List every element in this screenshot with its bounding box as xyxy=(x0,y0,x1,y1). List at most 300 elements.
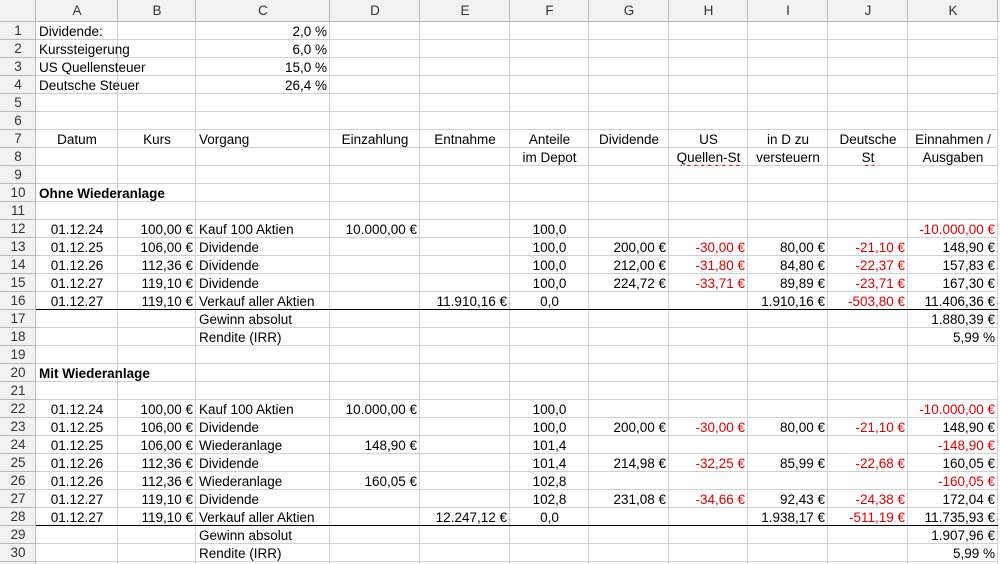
row-header-28[interactable]: 28 xyxy=(10,509,26,524)
cell-text: 12.247,12 € xyxy=(435,510,507,525)
row-header-17[interactable]: 17 xyxy=(10,311,26,326)
cell-k27[interactable] xyxy=(908,491,998,508)
cell-text: Datum xyxy=(57,132,97,147)
column-header-j[interactable]: J xyxy=(864,3,872,18)
cell-a20[interactable] xyxy=(36,365,998,382)
row-header-11[interactable]: 11 xyxy=(10,203,25,218)
row-header-29[interactable]: 29 xyxy=(10,527,26,542)
cell-b25[interactable] xyxy=(118,455,196,472)
column-header-g[interactable]: G xyxy=(623,3,635,18)
row-header-8[interactable]: 8 xyxy=(14,149,22,164)
cell-text: Anteile xyxy=(528,132,571,147)
cell-text: 148,90 € xyxy=(942,240,995,255)
cell-f13[interactable] xyxy=(510,239,589,256)
cell-k17[interactable] xyxy=(908,311,998,328)
cell-text: Kurssteigerung xyxy=(39,42,130,57)
cell-h14[interactable] xyxy=(669,257,748,274)
cell-f25[interactable] xyxy=(510,455,589,472)
cell-k22[interactable] xyxy=(908,401,998,418)
row-header-4[interactable]: 4 xyxy=(14,77,22,92)
cell-text: 85,99 € xyxy=(779,456,825,471)
cell-text: 172,04 € xyxy=(942,492,995,507)
cell-text: 01.12.25 xyxy=(50,438,104,453)
cell-a10[interactable] xyxy=(36,185,998,202)
cell-text: 1.910,16 € xyxy=(761,294,825,309)
cell-text: 92,43 € xyxy=(779,492,825,507)
cell-a7[interactable] xyxy=(36,131,118,148)
cell-j14[interactable] xyxy=(828,257,908,274)
cell-text: 100,00 € xyxy=(140,222,193,237)
cell-c4[interactable] xyxy=(196,77,330,94)
cell-g25[interactable] xyxy=(589,455,669,472)
cell-b26[interactable] xyxy=(118,473,196,490)
cell-text: 01.12.24 xyxy=(50,222,104,237)
cell-text: 112,36 € xyxy=(141,456,193,471)
cell-text: Ohne Wiederanlage xyxy=(39,186,165,201)
cell-text: 200,00 € xyxy=(613,240,666,255)
row-header-13[interactable]: 13 xyxy=(10,239,26,254)
cell-a16[interactable] xyxy=(36,293,118,310)
cell-f26[interactable] xyxy=(510,473,589,490)
row-header-24[interactable]: 24 xyxy=(10,437,26,452)
cell-text: 5,99 % xyxy=(952,330,995,345)
cell-k28[interactable] xyxy=(908,509,998,526)
cell-text: 100,0 xyxy=(532,276,567,291)
cell-e16[interactable] xyxy=(420,293,510,310)
cell-text: 112,36 € xyxy=(141,258,193,273)
cell-c26[interactable] xyxy=(196,473,330,490)
row-header-26[interactable]: 26 xyxy=(10,473,26,488)
cell-text: -21,10 € xyxy=(855,420,905,435)
cell-f12[interactable] xyxy=(510,221,589,238)
cell-a27[interactable] xyxy=(36,491,118,508)
row-gridline xyxy=(36,399,998,400)
cell-i13[interactable] xyxy=(748,239,828,256)
cell-text: 100,0 xyxy=(532,258,567,273)
cell-c18[interactable] xyxy=(196,329,908,346)
cell-text: -22,37 € xyxy=(855,258,905,273)
cell-text: versteuern xyxy=(756,150,820,165)
cell-d24[interactable] xyxy=(330,437,420,454)
row-header-9[interactable]: 9 xyxy=(14,167,22,182)
cell-i16[interactable] xyxy=(748,293,828,310)
row-header-20[interactable]: 20 xyxy=(10,365,26,380)
cell-text: in D zu xyxy=(766,132,810,147)
row-header-2[interactable]: 2 xyxy=(14,41,22,56)
cell-text: 2,0 % xyxy=(292,24,327,39)
cell-text: 01.12.26 xyxy=(50,474,104,489)
cell-text: 26,4 % xyxy=(284,78,327,93)
cell-e28[interactable] xyxy=(420,509,510,526)
cell-e7[interactable] xyxy=(420,131,510,148)
cell-text: US xyxy=(699,132,718,147)
cell-j7[interactable] xyxy=(828,131,908,148)
column-header-b[interactable]: B xyxy=(152,3,162,18)
cell-a1[interactable] xyxy=(36,23,196,40)
cell-a23[interactable] xyxy=(36,419,118,436)
cell-c30[interactable] xyxy=(196,545,908,562)
cell-text: 148,90 € xyxy=(942,420,995,435)
cell-text: 100,0 xyxy=(532,420,567,435)
cell-text: Kurs xyxy=(143,132,171,147)
row-header-7[interactable]: 7 xyxy=(14,131,22,146)
cell-b14[interactable] xyxy=(118,257,196,274)
cell-c27[interactable] xyxy=(196,491,510,508)
row-header-30[interactable]: 30 xyxy=(10,545,26,560)
cell-text: 106,00 € xyxy=(140,240,193,255)
cell-b27[interactable] xyxy=(118,491,196,508)
cell-f16[interactable] xyxy=(510,293,589,310)
row-header-22[interactable]: 22 xyxy=(10,401,26,416)
row-header-1[interactable]: 1 xyxy=(14,23,22,38)
cell-text: 01.12.25 xyxy=(50,240,104,255)
cell-text: Deutsche xyxy=(839,132,897,147)
cell-text: Dividende xyxy=(199,240,260,255)
cell-g14[interactable] xyxy=(589,257,669,274)
cell-text: Dividende xyxy=(199,456,260,471)
cell-k24[interactable] xyxy=(908,437,998,454)
cell-h27[interactable] xyxy=(669,491,748,508)
cell-text: 212,00 € xyxy=(613,258,666,273)
cell-text: -30,00 € xyxy=(695,240,745,255)
cell-b16[interactable] xyxy=(118,293,196,310)
cell-text: 11.406,36 € xyxy=(924,294,995,309)
column-header-c[interactable]: C xyxy=(258,3,268,18)
cell-text: Gewinn absolut xyxy=(199,312,293,327)
cell-c29[interactable] xyxy=(196,527,908,544)
cell-text: 106,00 € xyxy=(140,420,193,435)
column-header-k[interactable]: K xyxy=(948,3,958,18)
row-gridline xyxy=(36,129,998,130)
cell-text: -10.000,00 € xyxy=(919,402,995,417)
cell-text: 119,10 € xyxy=(141,276,193,291)
cell-h13[interactable] xyxy=(669,239,748,256)
cell-g23[interactable] xyxy=(589,419,669,436)
cell-k14[interactable] xyxy=(908,257,998,274)
cell-text: 01.12.25 xyxy=(50,420,104,435)
cell-k13[interactable] xyxy=(908,239,998,256)
cell-c7[interactable] xyxy=(196,131,330,148)
cell-b7[interactable] xyxy=(118,131,196,148)
cell-j16[interactable] xyxy=(828,293,908,310)
cell-text: 10.000,00 € xyxy=(345,222,417,237)
cell-a28[interactable] xyxy=(36,509,118,526)
cell-j15[interactable] xyxy=(828,275,908,292)
cell-text: Dividende xyxy=(199,258,260,273)
cell-text: 119,10 € xyxy=(141,294,193,309)
cell-text: -22,68 € xyxy=(855,456,905,471)
row-header-16[interactable]: 16 xyxy=(10,293,26,308)
cell-text: 80,00 € xyxy=(779,240,825,255)
cell-text: 01.12.26 xyxy=(50,258,104,273)
cell-f27[interactable] xyxy=(510,491,589,508)
cell-a24[interactable] xyxy=(36,437,118,454)
row-header-15[interactable]: 15 xyxy=(10,275,26,290)
cell-k25[interactable] xyxy=(908,455,998,472)
cell-c28[interactable] xyxy=(196,509,420,526)
cell-k16[interactable] xyxy=(908,293,998,310)
cell-text: 119,10 € xyxy=(141,492,193,507)
column-gridline xyxy=(668,22,669,564)
cell-i25[interactable] xyxy=(748,455,828,472)
row-header-3[interactable]: 3 xyxy=(14,59,22,74)
cell-text: St xyxy=(861,150,875,165)
cell-text: 89,89 € xyxy=(779,276,825,291)
cell-text: 101,4 xyxy=(532,456,567,471)
cell-text: Gewinn absolut xyxy=(199,528,293,543)
cell-text: Dividende: xyxy=(39,24,103,39)
cell-text: 101,4 xyxy=(532,438,567,453)
cell-k29[interactable] xyxy=(908,527,998,544)
cell-i28[interactable] xyxy=(748,509,828,526)
row-gridline xyxy=(36,111,998,112)
cell-text: 6,0 % xyxy=(292,42,327,57)
column-header-e[interactable]: E xyxy=(460,3,470,18)
cell-g13[interactable] xyxy=(589,239,669,256)
cell-a13[interactable] xyxy=(36,239,118,256)
cell-j28[interactable] xyxy=(828,509,908,526)
cell-text: 11.910,16 € xyxy=(436,294,507,309)
cell-text: 01.12.27 xyxy=(50,276,104,291)
cell-text: Wiederanlage xyxy=(199,438,283,453)
cell-i14[interactable] xyxy=(748,257,828,274)
cell-text: im Depot xyxy=(522,150,577,165)
cell-text: Kauf 100 Aktien xyxy=(199,222,294,237)
cell-text: 102,8 xyxy=(532,474,567,489)
cell-c25[interactable] xyxy=(196,455,510,472)
cell-a15[interactable] xyxy=(36,275,118,292)
row-header-27[interactable]: 27 xyxy=(10,491,26,506)
cell-text: 200,00 € xyxy=(613,420,666,435)
cell-text: -21,10 € xyxy=(855,240,905,255)
cell-a3[interactable] xyxy=(36,59,196,76)
cell-k8[interactable] xyxy=(908,149,998,166)
cell-text: 100,0 xyxy=(532,402,567,417)
cell-d12[interactable] xyxy=(330,221,420,238)
cell-f24[interactable] xyxy=(510,437,589,454)
cell-g7[interactable] xyxy=(589,131,669,148)
cell-text: Deutsche Steuer xyxy=(39,78,140,93)
row-header-6[interactable]: 6 xyxy=(14,113,22,128)
cell-text: 80,00 € xyxy=(779,420,825,435)
cell-d22[interactable] xyxy=(330,401,420,418)
cell-text: -30,00 € xyxy=(695,420,745,435)
cell-i27[interactable] xyxy=(748,491,828,508)
cell-text: 0,0 xyxy=(540,510,559,525)
column-header-f[interactable]: F xyxy=(545,3,554,18)
column-header-i[interactable]: I xyxy=(786,3,790,18)
cell-i8[interactable] xyxy=(748,149,828,166)
cell-k12[interactable] xyxy=(908,221,998,238)
row-header-14[interactable]: 14 xyxy=(10,257,26,272)
cell-text: 01.12.27 xyxy=(50,510,104,525)
column-header-d[interactable]: D xyxy=(370,3,380,18)
cell-k23[interactable] xyxy=(908,419,998,436)
cell-i15[interactable] xyxy=(748,275,828,292)
cell-text: 148,90 € xyxy=(364,438,417,453)
cell-text: -160,05 € xyxy=(937,474,995,489)
cell-g15[interactable] xyxy=(589,275,669,292)
cell-c24[interactable] xyxy=(196,437,330,454)
cell-text: Verkauf aller Aktien xyxy=(199,294,315,309)
cell-b24[interactable] xyxy=(118,437,196,454)
cell-text: 160,05 € xyxy=(364,474,417,489)
cell-i23[interactable] xyxy=(748,419,828,436)
row-header-23[interactable]: 23 xyxy=(10,419,26,434)
cell-h7[interactable] xyxy=(669,131,748,148)
cell-text: 84,80 € xyxy=(779,258,825,273)
cell-h25[interactable] xyxy=(669,455,748,472)
cell-text: -31,80 € xyxy=(695,258,745,273)
cell-text: -511,19 € xyxy=(848,510,905,525)
cell-a26[interactable] xyxy=(36,473,118,490)
cell-c2[interactable] xyxy=(196,41,330,58)
cell-text: 1.907,96 € xyxy=(931,528,995,543)
cell-c23[interactable] xyxy=(196,419,510,436)
cell-b15[interactable] xyxy=(118,275,196,292)
cell-text: Entnahme xyxy=(434,132,496,147)
cell-text: -10.000,00 € xyxy=(919,222,995,237)
cell-text: 01.12.27 xyxy=(50,492,104,507)
cell-c3[interactable] xyxy=(196,59,330,76)
cell-f22[interactable] xyxy=(510,401,589,418)
cell-a2[interactable] xyxy=(36,41,196,58)
cell-f28[interactable] xyxy=(510,509,589,526)
cell-c22[interactable] xyxy=(196,401,330,418)
cell-text: 1.938,17 € xyxy=(761,510,825,525)
row-gridline xyxy=(36,363,998,364)
cell-c16[interactable] xyxy=(196,293,420,310)
cell-text: Mit Wiederanlage xyxy=(39,366,150,381)
cell-text: 15,0 % xyxy=(284,60,327,75)
cell-text: 01.12.26 xyxy=(50,456,104,471)
row-header-12[interactable]: 12 xyxy=(10,221,26,236)
cell-text: Wiederanlage xyxy=(199,474,283,489)
cell-text: Dividende xyxy=(199,492,260,507)
row-header-5[interactable]: 5 xyxy=(14,95,22,110)
cell-text: -32,25 € xyxy=(695,456,745,471)
cell-h8[interactable] xyxy=(669,149,748,166)
cell-text: Dividende xyxy=(199,276,260,291)
cell-text: 10.000,00 € xyxy=(345,402,417,417)
row-header-25[interactable]: 25 xyxy=(10,455,26,470)
cell-text: -148,90 € xyxy=(937,438,995,453)
cell-text: -503,80 € xyxy=(847,294,905,309)
cell-j25[interactable] xyxy=(828,455,908,472)
cell-text: 119,10 € xyxy=(141,510,193,525)
cell-text: 157,83 € xyxy=(942,258,995,273)
cell-text: 5,99 % xyxy=(952,546,995,561)
cell-text: 1.880,39 € xyxy=(931,312,995,327)
cell-j27[interactable] xyxy=(828,491,908,508)
cell-j23[interactable] xyxy=(828,419,908,436)
cell-text: 100,0 xyxy=(532,222,567,237)
cell-text: Rendite (IRR) xyxy=(199,546,282,561)
cell-text: -24,38 € xyxy=(855,492,905,507)
cell-c15[interactable] xyxy=(196,275,510,292)
cell-f7[interactable] xyxy=(510,131,589,148)
cell-d26[interactable] xyxy=(330,473,420,490)
cell-text: 102,8 xyxy=(532,492,567,507)
cell-f23[interactable] xyxy=(510,419,589,436)
cell-f14[interactable] xyxy=(510,257,589,274)
cell-text: Dividende xyxy=(598,132,660,147)
cell-c1[interactable] xyxy=(196,23,330,40)
cell-a14[interactable] xyxy=(36,257,118,274)
cell-b12[interactable] xyxy=(118,221,196,238)
cell-text: Kauf 100 Aktien xyxy=(199,402,294,417)
cell-text: 01.12.27 xyxy=(50,294,104,309)
cell-text: -23,71 € xyxy=(855,276,905,291)
cell-text: 231,08 € xyxy=(613,492,666,507)
cell-text: Verkauf aller Aktien xyxy=(199,510,315,525)
cell-h15[interactable] xyxy=(669,275,748,292)
cell-k26[interactable] xyxy=(908,473,998,490)
cell-k18[interactable] xyxy=(908,329,998,346)
cell-text: Einnahmen / xyxy=(915,132,991,147)
cell-text: 100,00 € xyxy=(140,402,193,417)
cell-b13[interactable] xyxy=(118,239,196,256)
cell-text: Rendite (IRR) xyxy=(199,330,282,345)
cell-b22[interactable] xyxy=(118,401,196,418)
cell-g27[interactable] xyxy=(589,491,669,508)
cell-k7[interactable] xyxy=(908,131,998,148)
cell-h23[interactable] xyxy=(669,419,748,436)
cell-c14[interactable] xyxy=(196,257,510,274)
cell-k15[interactable] xyxy=(908,275,998,292)
cell-text: -33,71 € xyxy=(695,276,745,291)
cell-text: 167,30 € xyxy=(942,276,995,291)
cell-a22[interactable] xyxy=(36,401,118,418)
cell-text: 100,0 xyxy=(532,240,567,255)
cell-k30[interactable] xyxy=(908,545,998,562)
cell-j13[interactable] xyxy=(828,239,908,256)
row-header-18[interactable]: 18 xyxy=(10,329,26,344)
cell-a12[interactable] xyxy=(36,221,118,238)
cell-b28[interactable] xyxy=(118,509,196,526)
cell-a4[interactable] xyxy=(36,77,196,94)
cell-text: 160,05 € xyxy=(942,456,995,471)
row-header-10[interactable]: 10 xyxy=(10,185,26,200)
cell-text: 214,98 € xyxy=(613,456,666,471)
cell-text: Ausgaben xyxy=(922,150,984,165)
cell-j8[interactable] xyxy=(828,149,908,166)
row-header-21[interactable]: 21 xyxy=(10,383,26,398)
cell-c13[interactable] xyxy=(196,239,510,256)
row-header-19[interactable]: 19 xyxy=(10,347,26,362)
cell-b23[interactable] xyxy=(118,419,196,436)
row-gridline xyxy=(36,219,998,220)
cell-c12[interactable] xyxy=(196,221,330,238)
cell-text: 224,72 € xyxy=(613,276,666,291)
cell-text: 11.735,93 € xyxy=(924,510,995,525)
cell-d7[interactable] xyxy=(330,131,420,148)
cell-a25[interactable] xyxy=(36,455,118,472)
column-header-a[interactable]: A xyxy=(72,3,82,18)
cell-f15[interactable] xyxy=(510,275,589,292)
cell-text: Einzahlung xyxy=(341,132,409,147)
cell-text: 0,0 xyxy=(540,294,559,309)
cell-i7[interactable] xyxy=(748,131,828,148)
row-gridline xyxy=(36,183,998,184)
column-header-h[interactable]: H xyxy=(703,3,714,18)
cell-text: US Quellensteuer xyxy=(39,60,146,75)
cell-text: Quellen-St xyxy=(676,150,741,165)
cell-c17[interactable] xyxy=(196,311,908,328)
cell-text: -34,66 € xyxy=(695,492,745,507)
cell-text: 01.12.24 xyxy=(50,402,104,417)
cell-f8[interactable] xyxy=(510,149,589,166)
